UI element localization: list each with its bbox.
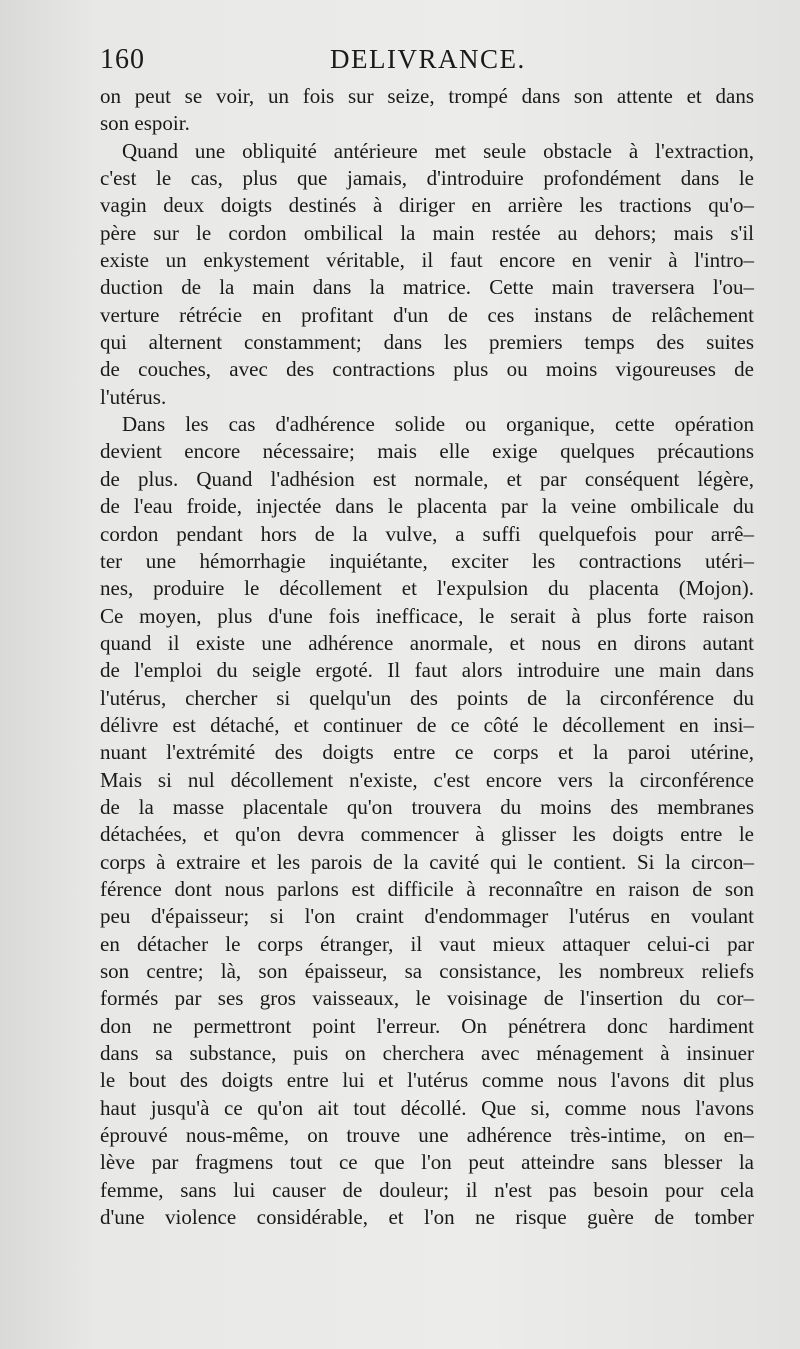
text-line: son espoir. [100,111,190,136]
text-line: cordon pendant hors de la vulve, a suffi quelquefois pour arrê– [100,521,754,546]
text-line: férence dont nous parlons est difficile à reconnaître en raison de son [100,876,754,901]
text-line: nes, produire le décollement et l'expulsion du placenta (Mojon). [100,576,754,601]
running-title: DELIVRANCE. [330,44,526,74]
page-header [100,44,760,80]
body-text [100,83,754,1231]
text-line: verture rétrécie en profitant d'un de ces instans de relâchement [100,302,754,327]
text-line: quand il existe une adhérence anormale, et nous en dirons autant [100,630,754,655]
text-line: l'utérus, chercher si quelqu'un des points de la circonférence du [100,685,754,710]
text-line: délivre est détaché, et continuer de ce côté le décollement en insi– [100,712,754,737]
text-line: de l'emploi du seigle ergoté. Il faut alors introduire une main dans [100,658,754,683]
text-line: qui alternent constamment; dans les premiers temps des suites [100,330,754,355]
text-line: en détacher le corps étranger, il vaut mieux attaquer celui-ci par [100,931,754,956]
text-line: c'est le cas, plus que jamais, d'introduire profondément dans le [100,166,754,191]
text-line: Dans les cas d'adhérence solide ou organique, cette opération [122,412,754,437]
text-line: son centre; là, son épaisseur, sa consistance, les nombreux reliefs [100,959,754,983]
page-number: 160 [100,44,145,75]
text-line: formés par ses gros vaisseaux, le voisinage de l'insertion du cor– [100,986,754,1011]
text-line: le bout des doigts entre lui et l'utérus comme nous l'avons dit plus [100,1068,754,1093]
text-line: père sur le cordon ombilical la main restée au dehors; mais s'il [100,220,754,245]
text-line: devient encore nécessaire; mais elle exige quelques précautions [100,439,754,464]
text-line: dans sa substance, puis on cherchera avec ménagement à insinuer [100,1041,754,1066]
text-line: de plus. Quand l'adhésion est normale, et par conséquent légère, [100,466,754,491]
text-line: femme, sans lui causer de douleur; il n'est pas besoin pour cela [100,1177,754,1202]
text-line: nuant l'extrémité des doigts entre ce corps et la paroi utérine, [100,740,754,765]
text-line: de la masse placentale qu'on trouvera du moins des membranes [100,794,754,819]
text-line: on peut se voir, un fois sur seize, trompé dans son attente et dans [100,84,754,108]
text-line: lève par fragmens tout ce que l'on peut atteindre sans blesser la [100,1150,754,1175]
text-line: ter une hémorrhagie inquiétante, exciter les contractions utéri– [100,548,754,573]
text-line: vagin deux doigts destinés à diriger en arrière les tractions qu'o– [100,193,754,218]
text-line: duction de la main dans la matrice. Cette main traversera l'ou– [100,275,754,300]
text-line: don ne permettront point l'erreur. On pénétrera donc hardiment [100,1013,754,1038]
text-line: Mais si nul décollement n'existe, c'est encore vers la circonférence [100,767,754,792]
text-line: de l'eau froide, injectée dans le placenta par la veine ombilicale du [100,494,754,519]
text-line: de couches, avec des contractions plus ou moins vigoureuses de [100,357,754,382]
text-line: corps à extraire et les parois de la cavité qui le contient. Si la circon– [100,849,754,874]
text-line: haut jusqu'à ce qu'on ait tout décollé. Que si, comme nous l'avons [100,1095,754,1120]
text-line: existe un enkystement véritable, il faut encore en venir à l'intro– [100,248,754,273]
text-line: peu d'épaisseur; si l'on craint d'endommager l'utérus en voulant [100,904,754,929]
text-line: l'utérus. [100,384,167,409]
text-line: détachées, et qu'on devra commencer à glisser les doigts entre le [100,822,754,847]
text-line: Quand une obliquité antérieure met seule obstacle à l'extraction, [122,138,754,163]
text-line: Ce moyen, plus d'une fois inefficace, le serait à plus forte raison [100,603,754,628]
text-line: d'une violence considérable, et l'on ne risque guère de tomber [100,1205,754,1230]
text-line: éprouvé nous-même, on trouve une adhérence très-intime, on en– [100,1123,754,1148]
